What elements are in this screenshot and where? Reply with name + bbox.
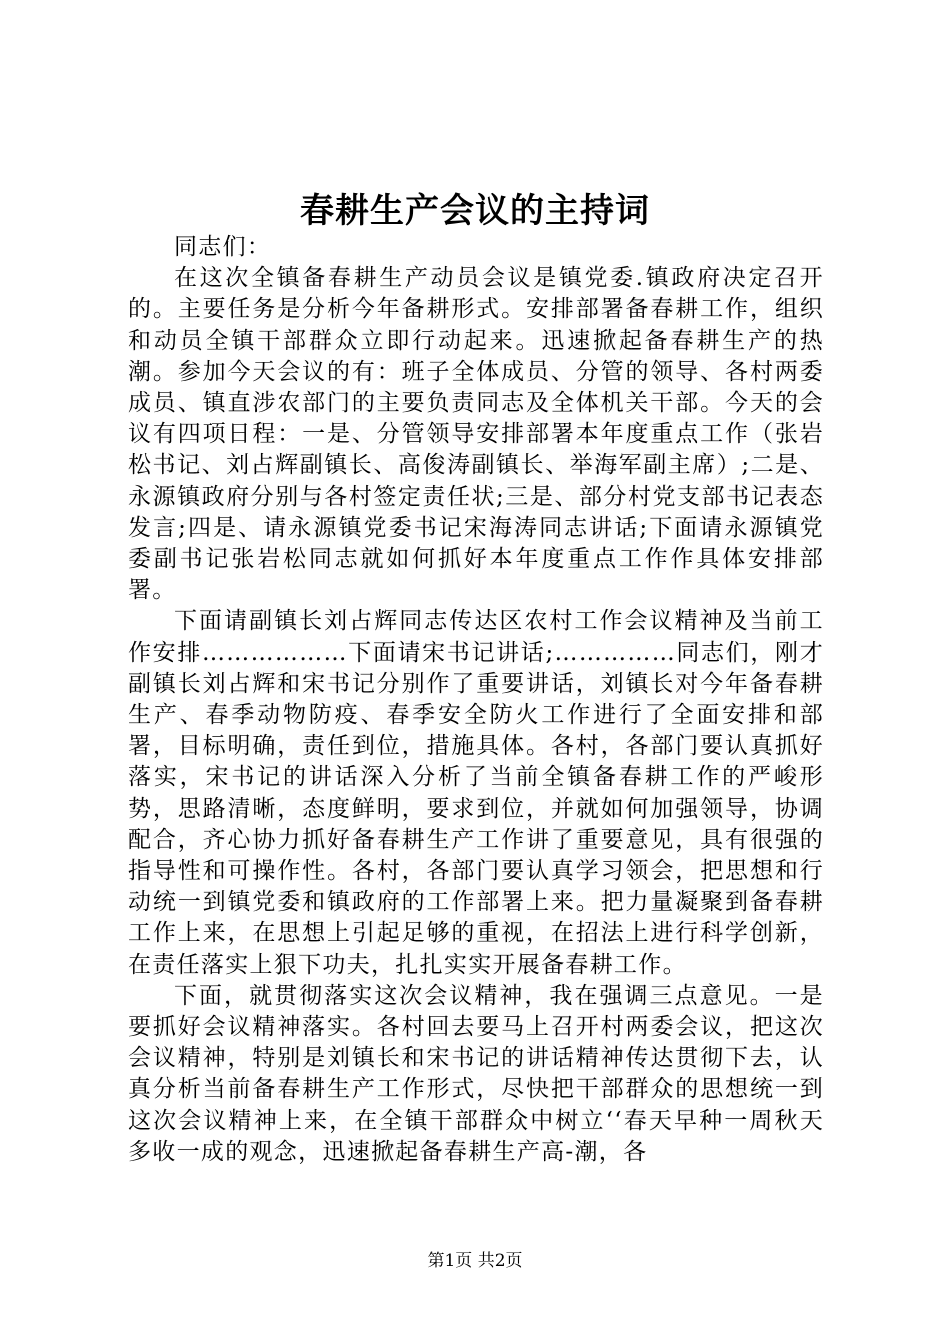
paragraph-2: 下面请副镇长刘占辉同志传达区农村工作会议精神及当前工作安排………………下面请宋书记讲话;……………同志们，刚才副镇长刘占辉和宋书记分别作了重要讲话，刘镇长对今年备春耕生产、春季动物防疫、春季安全防火工作进行了全面安排和部署，目标明确，责任到位，措施具体。各村，各部门要认真抓好落实，宋书记的讲话深入分析了当前全镇备春耕工作的严峻形势，思路清晰，态度鲜明，要求到位，并就如何加强领导，协调配合，齐心协力抓好备春耕生产工作讲了重要意见，具有很强的指导性和可操作性。各村，各部门要认真学习领会，把思想和行动统一到镇党委和镇政府的工作部署上来。把力量凝聚到备春耕工作上来，在思想上引起足够的重视，在招法上进行科学创新，在责任落实上狠下功夫，扎扎实实开展备春耕工作。 [128, 608, 824, 978]
document-title: 春耕生产会议的主持词 [300, 191, 650, 231]
document-body [128, 232, 824, 1168]
page-footer: 第1页 共2页 [427, 1251, 523, 1271]
paragraph-3: 下面，就贯彻落实这次会议精神，我在强调三点意见。一是要抓好会议精神落实。各村回去要马上召开村两委会议，把这次会议精神，特别是刘镇长和宋书记的讲话精神传达贯彻下去，认真分析当前备春耕生产工作形式，尽快把干部群众的思想统一到这次会议精神上来，在全镇干部群众中树立‘‘春天早种一周秋天多收一成的观念，迅速掀起备春耕生产高-潮，各 [128, 982, 824, 1165]
paragraph-1: 在这次全镇备春耕生产动员会议是镇党委.镇政府决定召开的。主要任务是分析今年备耕形式。安排部署备春耕工作，组织和动员全镇干部群众立即行动起来。迅速掀起备春耕生产的热潮。参加今天会议的有：班子全体成员、分管的领导、各村两委成员、镇直涉农部门的主要负责同志及全体机关干部。今天的会议有四项日程：一是、分管领导安排部署本年度重点工作（张岩松书记、刘占辉副镇长、高俊涛副镇长、举海军副主席）;二是、永源镇政府分别与各村签定责任状;三是、部分村党支部书记表态发言;四是、请永源镇党委书记宋海涛同志讲话;下面请永源镇党委副书记张岩松同志就如何抓好本年度重点工作作具体安排部署。 [128, 265, 824, 604]
salutation: 同志们： [174, 234, 272, 260]
